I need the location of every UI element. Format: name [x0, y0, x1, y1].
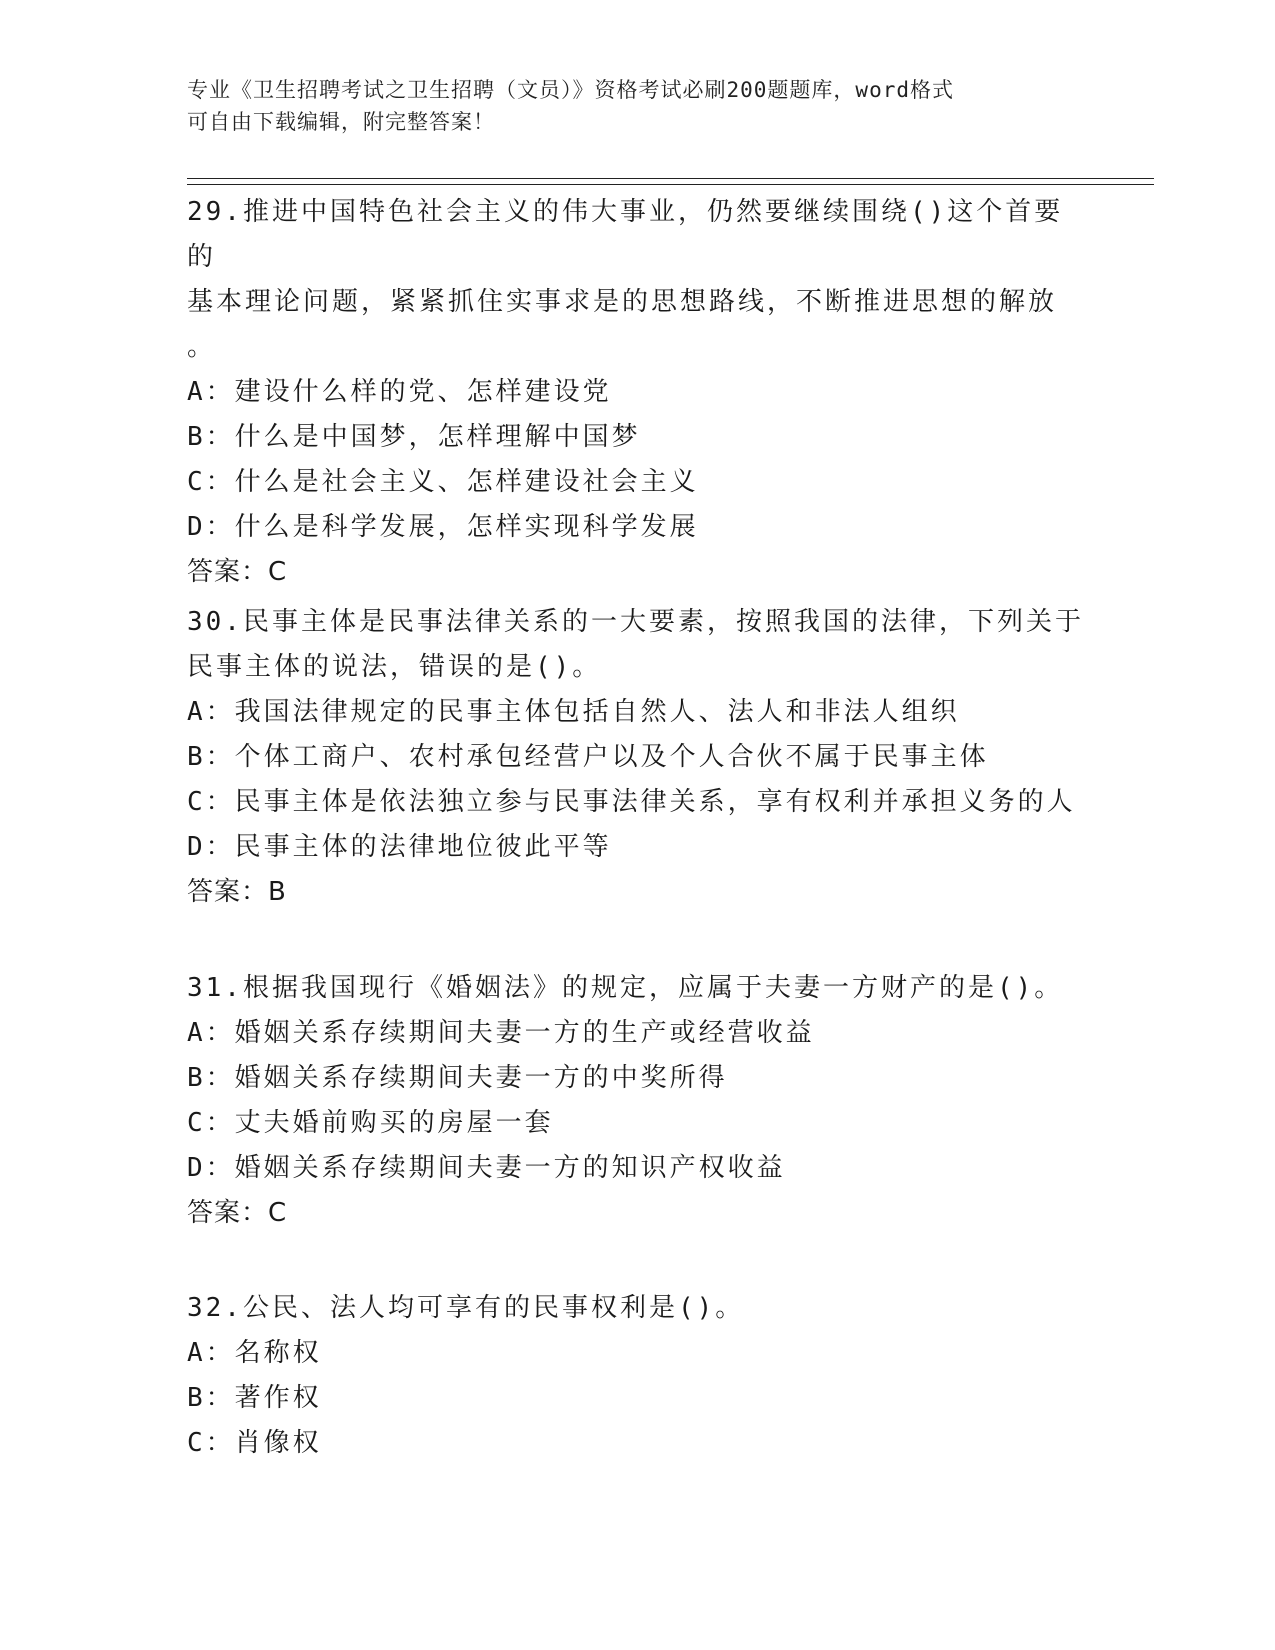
question-29-answer: 答案：C	[187, 557, 288, 587]
question-29	[187, 190, 1087, 595]
question-29-option-c: C：什么是社会主义、怎样建设社会主义	[187, 467, 699, 497]
question-32-option-b: B：著作权	[187, 1383, 322, 1413]
question-29-option-b: B：什么是中国梦，怎样理解中国梦	[187, 422, 641, 452]
question-31-option-c: C：丈夫婚前购买的房屋一套	[187, 1108, 554, 1138]
header-divider-bottom	[187, 184, 1154, 185]
question-29-line-3: 。	[187, 332, 217, 362]
question-30	[187, 600, 1087, 915]
question-30-option-b: B：个体工商户、农村承包经营户以及个人合伙不属于民事主体	[187, 742, 989, 772]
question-29-line-2: 基本理论问题，紧紧抓住实事求是的思想路线，不断推进思想的解放	[187, 287, 1058, 317]
question-30-answer: 答案：B	[187, 877, 287, 907]
header-divider-top	[187, 178, 1154, 179]
question-30-option-a: A：我国法律规定的民事主体包括自然人、法人和非法人组织	[187, 697, 960, 727]
header-line-2: 可自由下载编辑，附完整答案！	[187, 110, 495, 134]
document-header	[187, 74, 1067, 138]
question-31-answer: 答案：C	[187, 1198, 288, 1228]
question-31-option-b: B：婚姻关系存续期间夫妻一方的中奖所得	[187, 1063, 728, 1093]
question-29-option-d: D：什么是科学发展，怎样实现科学发展	[187, 512, 699, 542]
question-30-line-2: 民事主体的说法，错误的是()。	[187, 652, 602, 682]
question-30-option-d: D：民事主体的法律地位彼此平等	[187, 832, 612, 862]
question-32-option-a: A：名称权	[187, 1338, 322, 1368]
question-30-option-c: C：民事主体是依法独立参与民事法律关系，享有权利并承担义务的人	[187, 787, 1076, 817]
question-29-line-1: 29.推进中国特色社会主义的伟大事业，仍然要继续围绕()这个首要的	[187, 197, 1064, 272]
question-31-option-d: D：婚姻关系存续期间夫妻一方的知识产权收益	[187, 1153, 786, 1183]
question-29-option-a: A：建设什么样的党、怎样建设党	[187, 377, 612, 407]
question-31	[187, 966, 1087, 1236]
question-31-option-a: A：婚姻关系存续期间夫妻一方的生产或经营收益	[187, 1018, 815, 1048]
question-30-line-1: 30.民事主体是民事法律关系的一大要素，按照我国的法律，下列关于	[187, 607, 1084, 637]
question-31-line-1: 31.根据我国现行《婚姻法》的规定，应属于夫妻一方财产的是()。	[187, 973, 1064, 1003]
question-32-line-1: 32.公民、法人均可享有的民事权利是()。	[187, 1293, 745, 1323]
question-32-option-c: C：肖像权	[187, 1428, 322, 1458]
question-32	[187, 1286, 1087, 1466]
header-line-1: 专业《卫生招聘考试之卫生招聘（文员）》资格考试必刷200题题库，word格式	[187, 78, 954, 102]
